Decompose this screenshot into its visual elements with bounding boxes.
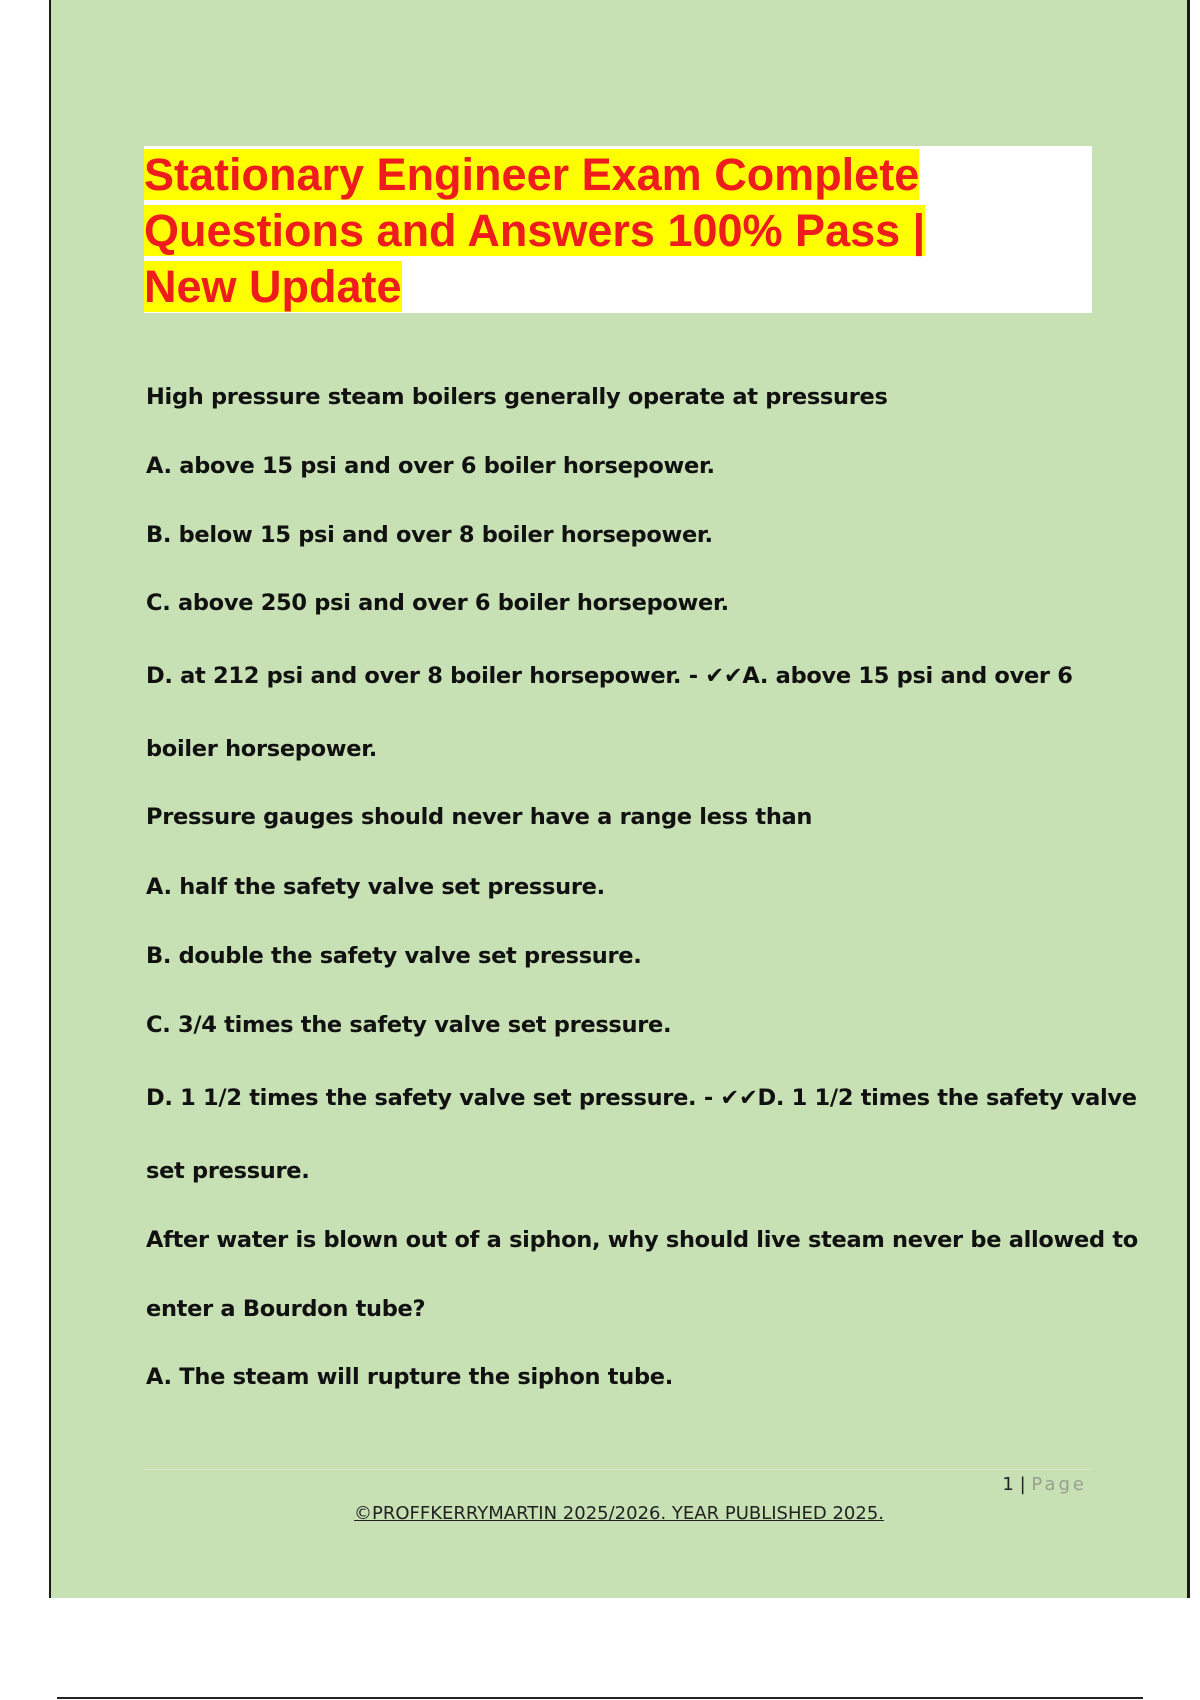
question-2-option-d-answer: D. 1 1/2 times the safety valve set pressure. - ✔✔D. 1 1/2 times the safety valve [146, 1085, 1137, 1111]
question-1-option-b: B. below 15 psi and over 8 boiler horsepower. [146, 522, 713, 548]
page-number-value: 1 [1002, 1474, 1014, 1495]
document-title-text: Stationary Engineer Exam Complete Questions and Answers 100% Pass | New Update [144, 149, 926, 312]
copyright-notice [51, 1503, 1187, 1524]
question-2-option-a: A. half the safety valve set pressure. [146, 874, 605, 900]
question-2-option-c: C. 3/4 times the safety valve set pressure. [146, 1012, 672, 1038]
question-2-answer-continued: set pressure. [146, 1158, 310, 1184]
question-2-text: Pressure gauges should never have a range less than [146, 804, 813, 830]
question-3-option-a: A. The steam will rupture the siphon tube. [146, 1364, 673, 1390]
question-2-option-b: B. double the safety valve set pressure. [146, 943, 642, 969]
question-1-option-a: A. above 15 psi and over 6 boiler horsepower. [146, 453, 715, 479]
page-number [1002, 1474, 1087, 1495]
question-3-text-continued: enter a Bourdon tube? [146, 1296, 426, 1322]
page-label: Page [1031, 1474, 1087, 1495]
question-3-text: After water is blown out of a siphon, why should live steam never be allowed to [146, 1227, 1138, 1253]
question-1-option-c: C. above 250 psi and over 6 boiler horsepower. [146, 590, 729, 616]
question-1-option-d-answer: D. at 212 psi and over 8 boiler horsepower. - ✔✔A. above 15 psi and over 6 [146, 663, 1073, 689]
page-number-separator: | [1019, 1474, 1026, 1495]
copyright-text: ©PROFFKERRYMARTIN 2025/2026. YEAR PUBLISHED 2025. [354, 1503, 884, 1524]
bottom-divider [57, 1697, 1143, 1699]
question-1-text: High pressure steam boilers generally operate at pressures [146, 384, 888, 410]
document-title [144, 146, 1024, 315]
question-1-answer-continued: boiler horsepower. [146, 736, 378, 762]
title-box [144, 146, 1092, 313]
footer-divider [144, 1469, 1092, 1470]
document-page [49, 0, 1190, 1598]
